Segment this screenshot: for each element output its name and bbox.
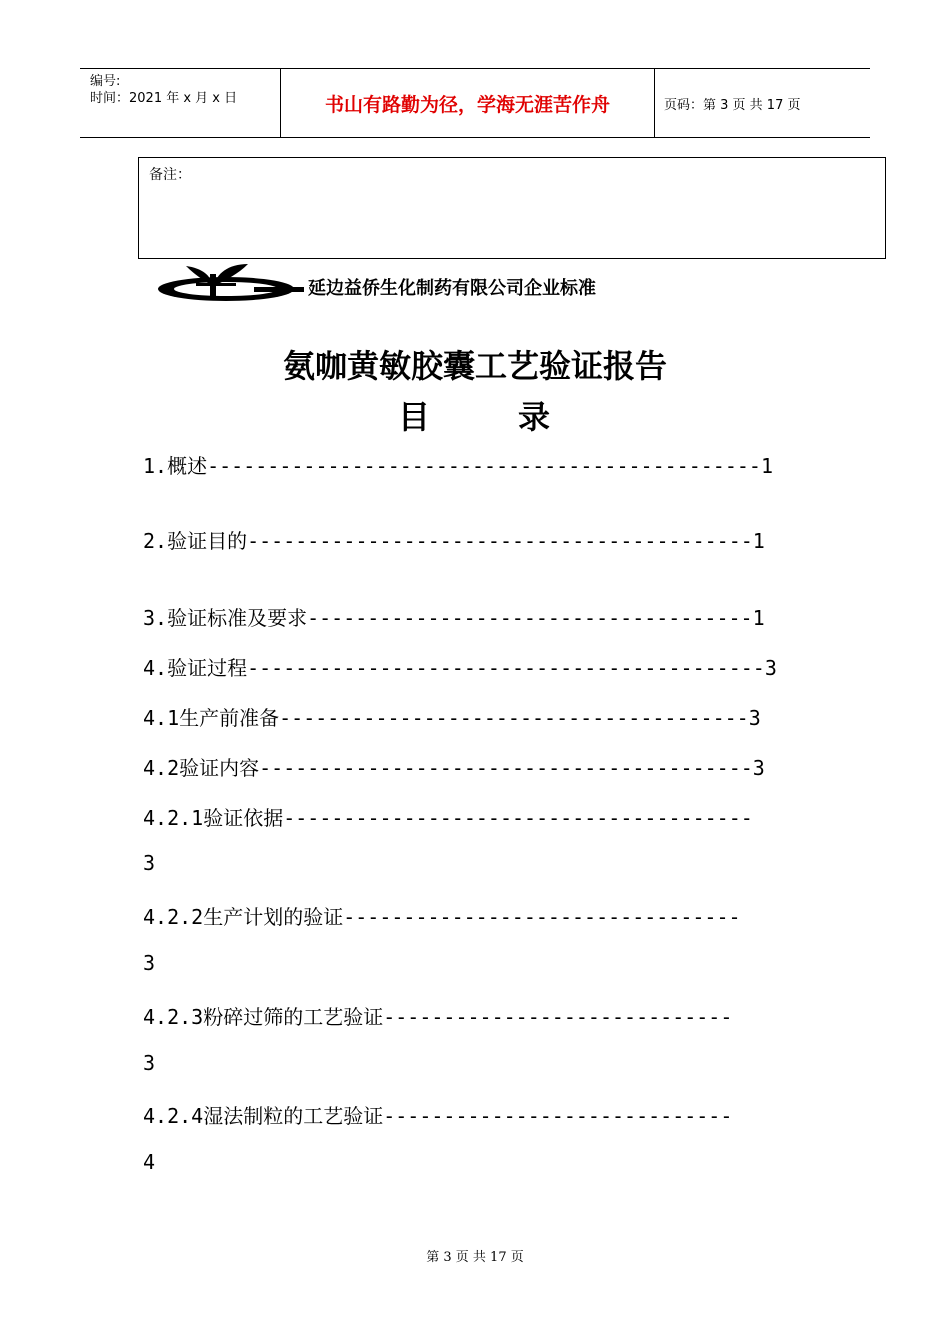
toc-entry: 4.2.4湿法制粒的工艺验证----------------------------- xyxy=(143,1104,733,1128)
toc-entry: 2.验证目的------------------------------------------1 xyxy=(143,529,765,553)
company-logo xyxy=(156,256,304,306)
page-info: 页码：第 3 页 共 17 页 xyxy=(664,97,801,113)
toc-entry: 4.2.3粉碎过筛的工艺验证----------------------------- xyxy=(143,1005,733,1029)
toc-entry-page: 3 xyxy=(143,851,156,875)
toc-title-right: 录 xyxy=(518,398,551,436)
toc-entry: 4.2.2生产计划的验证--------------------------------- xyxy=(143,905,741,929)
toc-entry: 1.概述----------------------------------------------1 xyxy=(143,454,774,478)
toc-entry: 4.2.1验证依据--------------------------------------- xyxy=(143,806,753,830)
page-footer: 第 3 页 共 17 页 xyxy=(426,1250,524,1265)
toc-entry-page: 3 xyxy=(143,1051,156,1075)
motto: 书山有路勤为径，学海无涯苦作舟 xyxy=(281,69,655,137)
remark-box xyxy=(138,157,886,259)
toc-title-left: 目 xyxy=(398,398,431,436)
header-meta xyxy=(80,69,281,137)
toc-entry: 4.验证过程-------------------------------------------3 xyxy=(143,656,777,680)
company-name: 延边益侨生化制药有限公司企业标准 xyxy=(308,278,596,299)
document-title: 氨咖黄敏胶囊工艺验证报告 xyxy=(282,347,667,385)
toc-entry: 4.2验证内容-----------------------------------------3 xyxy=(143,756,765,780)
toc-entry-page: 4 xyxy=(143,1150,156,1174)
toc-entry-page: 3 xyxy=(143,951,156,975)
time-label: 时间：2021 年 x 月 x 日 xyxy=(90,91,238,106)
number-label: 编号: xyxy=(90,74,121,89)
toc-entry: 4.1生产前准备---------------------------------------3 xyxy=(143,706,761,730)
remark-label: 备注： xyxy=(149,167,191,183)
page-header xyxy=(80,68,870,138)
toc-entry: 3.验证标准及要求-------------------------------------1 xyxy=(143,606,765,630)
